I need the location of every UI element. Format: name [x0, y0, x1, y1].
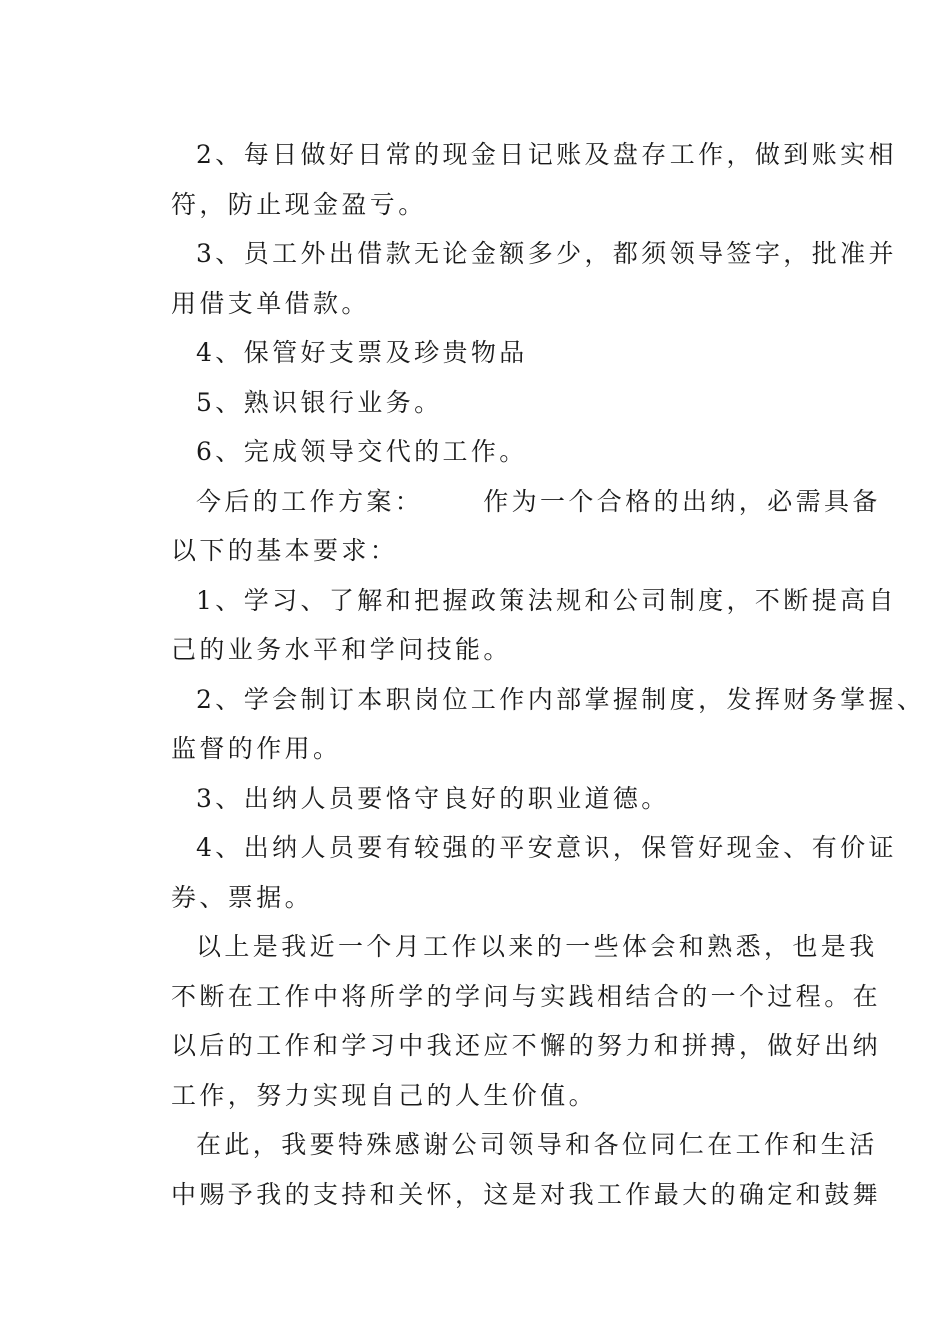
text-line: 以下的基本要求： [171, 536, 399, 565]
text-line: 监督的作用。 [171, 734, 342, 763]
text-line: 以上是我近一个月工作以来的一些体会和熟悉，也是我 [196, 932, 878, 961]
text-line: 2、学会制订本职岗位工作内部掌握制度，发挥财务掌握、 [196, 684, 926, 714]
text-line: 工作，努力实现自己的人生价值。 [171, 1080, 598, 1110]
text-line: 不断在工作中将所学的学问与实践相结合的一个过程。在 [171, 981, 882, 1011]
paragraph-item-2-daily-cash [146, 130, 897, 229]
paragraph-future-plan [146, 477, 881, 576]
paragraph-item-4-custody [146, 328, 826, 378]
paragraph-item-5-banking [146, 378, 826, 428]
text-line: 6、完成领导交代的工作。 [196, 437, 528, 466]
text-line: 己的业务水平和学问技能。 [171, 635, 512, 664]
text-line: 4、保管好支票及珍贵物品 [196, 338, 528, 367]
text-line: 5、熟识银行业务。 [196, 387, 443, 417]
text-line: 券、票据。 [171, 882, 314, 912]
paragraph-summary [146, 922, 882, 1120]
text-line: 在此，我要特殊感谢公司领导和各位同仁在工作和生活 [196, 1130, 878, 1159]
paragraph-req-2-internal-control [146, 675, 926, 774]
paragraph-req-3-ethics [146, 774, 826, 824]
text-line: 2、每日做好日常的现金日记账及盘存工作，做到账实相 [196, 140, 897, 169]
text-line: 3、出纳人员要恪守良好的职业道德。 [196, 783, 670, 813]
text-line: 3、员工外出借款无论金额多少，都须领导签字，批准并 [196, 239, 897, 268]
paragraph-thanks [146, 1120, 882, 1219]
section-heading: 今后的工作方案： [196, 486, 424, 516]
paragraph-item-3-staff-loans [146, 229, 897, 328]
document-body [146, 130, 926, 1219]
paragraph-req-4-safety [146, 823, 897, 922]
text-line: 1、学习、了解和把握政策法规和公司制度，不断提高自 [196, 585, 897, 615]
text-line: 4、出纳人员要有较强的平安意识，保管好现金、有价证 [196, 833, 897, 862]
text-line: 用借支单借款。 [171, 288, 370, 318]
text-line [146, 477, 881, 527]
paragraph-item-6-assigned-work [146, 427, 826, 477]
paragraph-req-1-study [146, 576, 897, 675]
text-line: 符，防止现金盈亏。 [171, 189, 427, 219]
text-line: 中赐予我的支持和关怀，这是对我工作最大的确定和鼓舞 [171, 1179, 882, 1209]
text-fragment: 作为一个合格的出纳，必需具备 [483, 486, 881, 516]
text-line: 以后的工作和学习中我还应不懈的努力和拼搏，做好出纳 [171, 1031, 882, 1060]
